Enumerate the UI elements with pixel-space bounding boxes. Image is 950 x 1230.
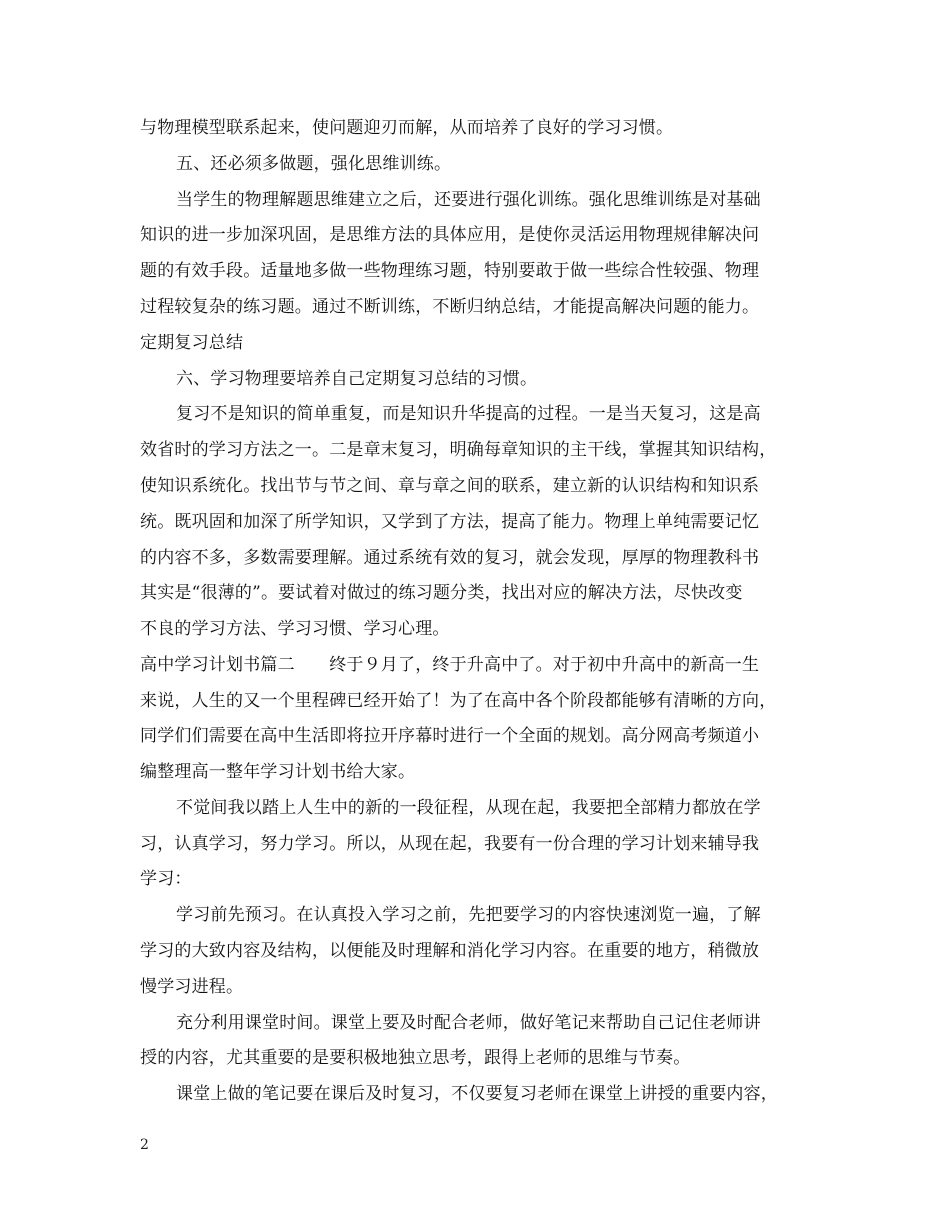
text-line: 与物理模型联系起来，使问题迎刃而解，从而培养了良好的学习习惯。 [140,118,674,138]
section-heading: 五、还必须多做题，强化思维训练。 [176,154,452,174]
text-line: 复习不是知识的简单重复，而是知识升华提高的过程。一是当天复习，这是高 [176,404,761,424]
subsection-title: 定期复习总结 [140,333,244,353]
text-line: 充分利用课堂时间。课堂上要及时配合老师，做好笔记来帮助自己记住老师讲 [176,1013,761,1033]
text-line: 的内容不多，多数需要理解。通过系统有效的复习，就会发现，厚厚的物理教科书 [140,548,760,568]
text-line: 编整理高一整年学习计划书给大家。 [140,762,416,782]
text-line: 学习前先预习。在认真投入学习之前，先把要学习的内容快速浏览一遍，了解 [176,905,761,925]
text-line: 效省时的学习方法之一。二是章末复习，明确每章知识的主干线，掌握其知识结构， [140,440,777,460]
text-line: 知识的进一步加深巩固，是思维方法的具体应用，是使你灵活运用物理规律解决问 [140,225,760,245]
section-title-line: 高中学习计划书篇二 终于９月了，终于升高中了。对于初中升高中的新高一生 [140,655,760,675]
text-line: 慢学习进程。 [140,977,244,997]
page-number: 2 [140,1137,149,1153]
text-line: 学习： [140,869,192,889]
text-line: 习，认真学习，努力学习。所以，从现在起，我要有一份合理的学习计划来辅导我 [140,834,760,854]
section-heading: 六、学习物理要培养自己定期复习总结的习惯。 [176,369,538,389]
text-line: 当学生的物理解题思维建立之后，还要进行强化训练。强化思维训练是对基础 [176,190,761,210]
text-line: 不觉间我以踏上人生中的新的一段征程，从现在起，我要把全部精力都放在学 [176,798,761,818]
text-line: 同学们们需要在高中生活即将拉开序幕时进行一个全面的规划。高分网高考频道小 [140,726,760,746]
text-line: 授的内容，尤其重要的是要积极地独立思考，跟得上老师的思维与节奏。 [140,1048,691,1068]
text-line: 课堂上做的笔记要在课后及时复习，不仅要复习老师在课堂上讲授的重要内容， [176,1084,778,1104]
text-line: 统。既巩固和加深了所学知识，又学到了方法，提高了能力。物理上单纯需要记忆 [140,512,760,532]
text-line: 题的有效手段。适量地多做一些物理练习题，特别要敢于做一些综合性较强、物理 [140,261,760,281]
text-line: 不良的学习方法、学习习惯、学习心理。 [140,619,450,639]
text-line: 来说，人生的又一个里程碑已经开始了！为了在高中各个阶段都能够有清晰的方向， [140,691,777,711]
text-line: 其实是“很薄的”。要试着对做过的练习题分类，找出对应的解决方法，尽快改变 [140,583,743,603]
text-line: 过程较复杂的练习题。通过不断训练，不断归纳总结，才能提高解决问题的能力。 [140,297,760,317]
text-line: 使知识系统化。找出节与节之间、章与章之间的联系，建立新的认识结构和知识系 [140,476,760,496]
text-line: 学习的大致内容及结构，以便能及时理解和消化学习内容。在重要的地方，稍微放 [140,941,760,961]
